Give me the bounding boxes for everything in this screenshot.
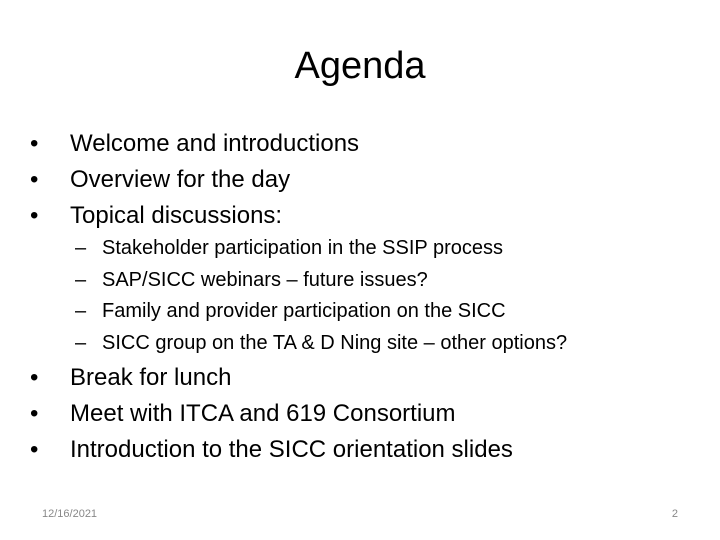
agenda-item-text: Meet with ITCA and 619 Consortium xyxy=(70,400,456,427)
bullet-icon: • xyxy=(30,400,39,427)
dash-icon: – xyxy=(75,300,87,322)
bullet-icon: • xyxy=(30,130,39,157)
agenda-item-text: Welcome and introductions xyxy=(70,130,360,157)
slide-title: Agenda xyxy=(294,45,426,87)
dash-icon: – xyxy=(75,268,87,291)
agenda-item-text: Topical discussions: xyxy=(70,202,283,229)
dash-icon: – xyxy=(75,331,87,354)
bullet-icon: • xyxy=(30,436,39,463)
dash-icon: – xyxy=(75,237,87,259)
bullet-icon: • xyxy=(30,364,39,391)
sub-agenda-item-text: Family and provider participation on the SICC xyxy=(102,300,506,322)
agenda-item-text: Overview for the day xyxy=(70,166,291,193)
bullet-icon: • xyxy=(30,202,39,229)
sub-agenda-item-text: SAP/SICC webinars – future issues? xyxy=(102,268,428,291)
sub-agenda-item-text: Stakeholder participation in the SSIP process xyxy=(102,237,503,259)
bullet-icon: • xyxy=(30,166,39,193)
page-number: 2 xyxy=(671,508,678,520)
footer-date: 12/16/2021 xyxy=(42,508,98,520)
agenda-item-text: Break for lunch xyxy=(70,364,232,391)
agenda-item-text: Introduction to the SICC orientation slides xyxy=(70,436,513,463)
sub-agenda-item-text: SICC group on the TA & D Ning site – other options? xyxy=(102,331,568,354)
